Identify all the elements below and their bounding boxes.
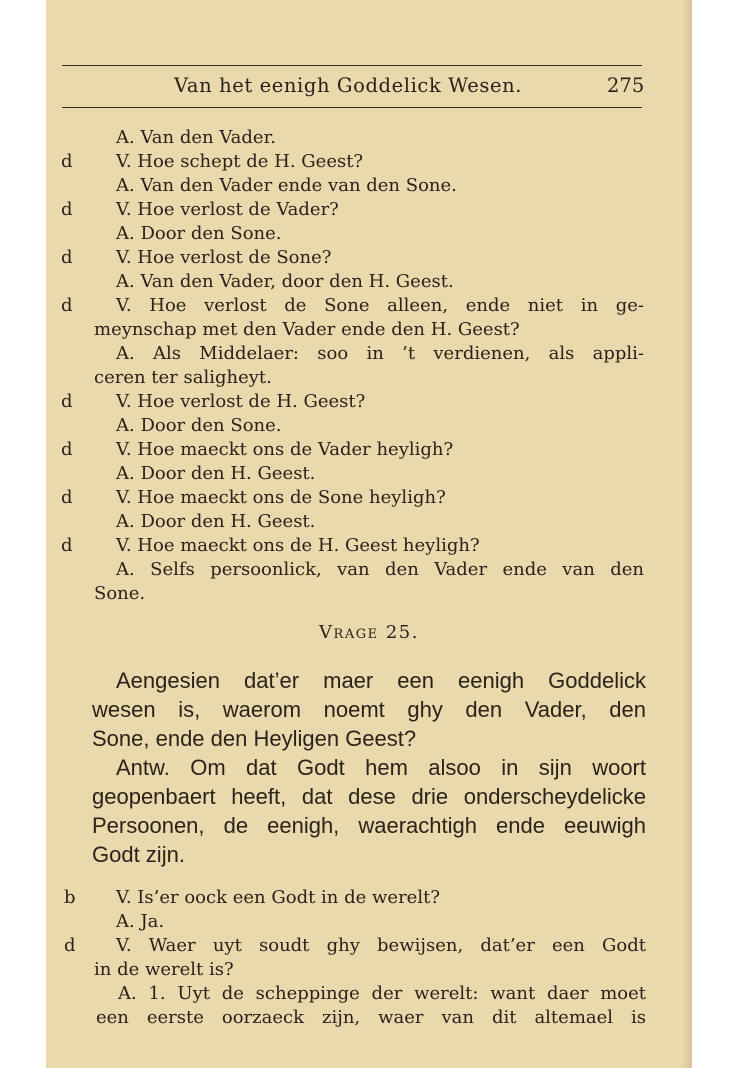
line-marker: b — [64, 887, 76, 908]
catechism-line: meynschap met den Vader ende den H. Geest? — [94, 319, 520, 340]
line-marker: d — [61, 247, 73, 268]
header-top-rule — [62, 65, 642, 66]
catechism-line: Sone. — [94, 583, 146, 604]
line-marker: d — [61, 151, 73, 172]
line-marker: d — [64, 935, 76, 956]
main-text-line: Persoonen, de eenigh, waerachtigh ende eeuwigh — [92, 813, 646, 838]
main-text-line: Sone, ende den Heyligen Geest? — [92, 726, 417, 751]
catechism-line: A. Door den Sone. — [116, 415, 282, 436]
page-edge-shadow — [682, 0, 692, 1068]
catechism-line: A. Als Middelaer: soo in ’t verdienen, als appli- — [116, 343, 644, 364]
running-header-title: Van het eenigh Goddelick Wesen. — [174, 74, 523, 97]
catechism-line: ceren ter saligheyt. — [94, 367, 272, 388]
catechism-line: V. Hoe schept de H. Geest? — [116, 151, 364, 172]
catechism-line: V. Is’er oock een Godt in de werelt? — [116, 887, 440, 908]
catechism-line: A. Door den H. Geest. — [116, 463, 316, 484]
catechism-line: V. Hoe verlost de Vader? — [116, 199, 339, 220]
page-number: 275 — [607, 74, 645, 97]
catechism-line: V. Hoe verlost de Sone alleen, ende niet in ge- — [116, 295, 644, 316]
catechism-line: V. Hoe maeckt ons de H. Geest heyligh? — [116, 535, 480, 556]
catechism-line: A. Van den Vader ende van den Sone. — [116, 175, 457, 196]
catechism-line: een eerste oorzaeck zijn, waer van dit altemael is — [96, 1007, 646, 1028]
catechism-line: V. Hoe maeckt ons de Sone heyligh? — [116, 487, 446, 508]
section-title: Vrage 25. — [319, 622, 419, 643]
main-text-line: Antw. Om dat Godt hem alsoo in sijn woort — [116, 755, 646, 780]
catechism-line: A. Selfs persoonlick, van den Vader ende van den — [116, 559, 644, 580]
catechism-line: in de werelt is? — [94, 959, 234, 980]
line-marker: d — [61, 391, 73, 412]
main-text-line: Aengesien dat’er maer een eenigh Goddelick — [116, 668, 646, 693]
main-text-line: wesen is, waerom noemt ghy den Vader, den — [92, 697, 646, 722]
line-marker: d — [61, 295, 73, 316]
catechism-line: A. 1. Uyt de scheppinge der werelt: want daer moet — [118, 983, 646, 1004]
main-text-line: geopenbaert heeft, dat dese drie onderscheydelicke — [92, 784, 646, 809]
line-marker: d — [61, 199, 73, 220]
catechism-line: A. Door den H. Geest. — [116, 511, 316, 532]
catechism-line: A. Van den Vader, door den H. Geest. — [116, 271, 454, 292]
line-marker: d — [61, 487, 73, 508]
line-marker: d — [61, 535, 73, 556]
header-bottom-rule — [62, 107, 642, 108]
catechism-line: V. Hoe verlost de H. Geest? — [116, 391, 366, 412]
catechism-line: A. Van den Vader. — [116, 127, 276, 148]
main-text-line: Godt zijn. — [92, 842, 185, 867]
line-marker: d — [61, 439, 73, 460]
catechism-line: A. Ja. — [116, 911, 165, 932]
catechism-line: V. Hoe verlost de Sone? — [116, 247, 332, 268]
catechism-line: A. Door den Sone. — [116, 223, 282, 244]
catechism-line: V. Hoe maeckt ons de Vader heyligh? — [116, 439, 454, 460]
catechism-line: V. Waer uyt soudt ghy bewijsen, dat’er een Godt — [116, 935, 646, 956]
